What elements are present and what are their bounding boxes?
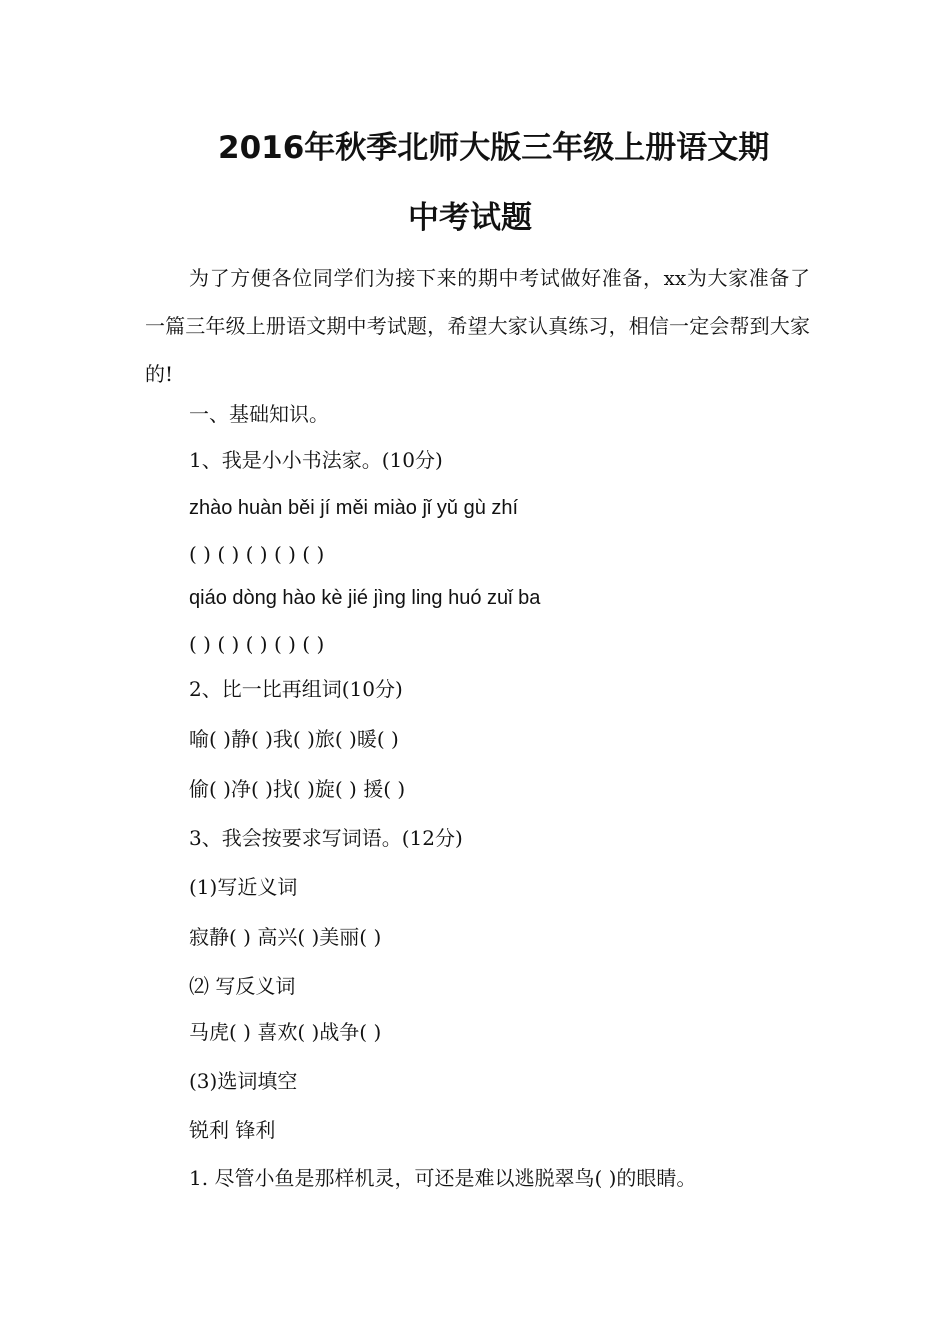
word-choices: 锐利 锋利 <box>189 1118 276 1142</box>
synonym-heading: (1)写近义词 <box>189 875 298 899</box>
synonym-row: 寂静( ) 高兴( )美丽( ) <box>189 925 382 949</box>
document-title-line-2: 中考试题 <box>408 200 532 236</box>
intro-paragraph: 为了方便各位同学们为接下来的期中考试做好准备，xx为大家准备了一篇三年级上册语文期中考试题，希望大家认真练习，相信一定会帮到大家的! <box>145 266 810 386</box>
blank-row-2: ( ) ( ) ( ) ( ) ( ) <box>189 632 325 656</box>
pinyin-row-1: zhào huàn běi jí měi miào jǐ yǔ gù zhí <box>189 497 519 519</box>
pinyin-row-2: qiáo dòng hào kè jié jìng ling huó zuǐ ba <box>189 587 541 609</box>
fill-in-sentence-1: 1. 尽管小鱼是那样机灵，可还是难以逃脱翠鸟( )的眼睛。 <box>189 1166 697 1190</box>
question-2-heading: 2、比一比再组词(10分) <box>189 677 403 701</box>
section-heading-basics: 一、基础知识。 <box>189 402 329 426</box>
question-1-heading: 1、我是小小书法家。(10分) <box>189 448 443 472</box>
question-3-heading: 3、我会按要求写词语。(12分) <box>189 826 463 850</box>
antonym-heading: ⑵ 写反义词 <box>189 974 296 998</box>
compare-row-2: 偷( )净( )找( )旋( ) 援( ) <box>189 777 406 801</box>
compare-row-1: 喻( )静( )我( )旅( )暖( ) <box>189 727 399 751</box>
document-title-line-1: 2016年秋季北师大版三年级上册语文期 <box>218 130 770 166</box>
fill-in-heading: (3)选词填空 <box>189 1069 298 1093</box>
antonym-row: 马虎( ) 喜欢( )战争( ) <box>189 1020 382 1044</box>
blank-row-1: ( ) ( ) ( ) ( ) ( ) <box>189 542 325 566</box>
